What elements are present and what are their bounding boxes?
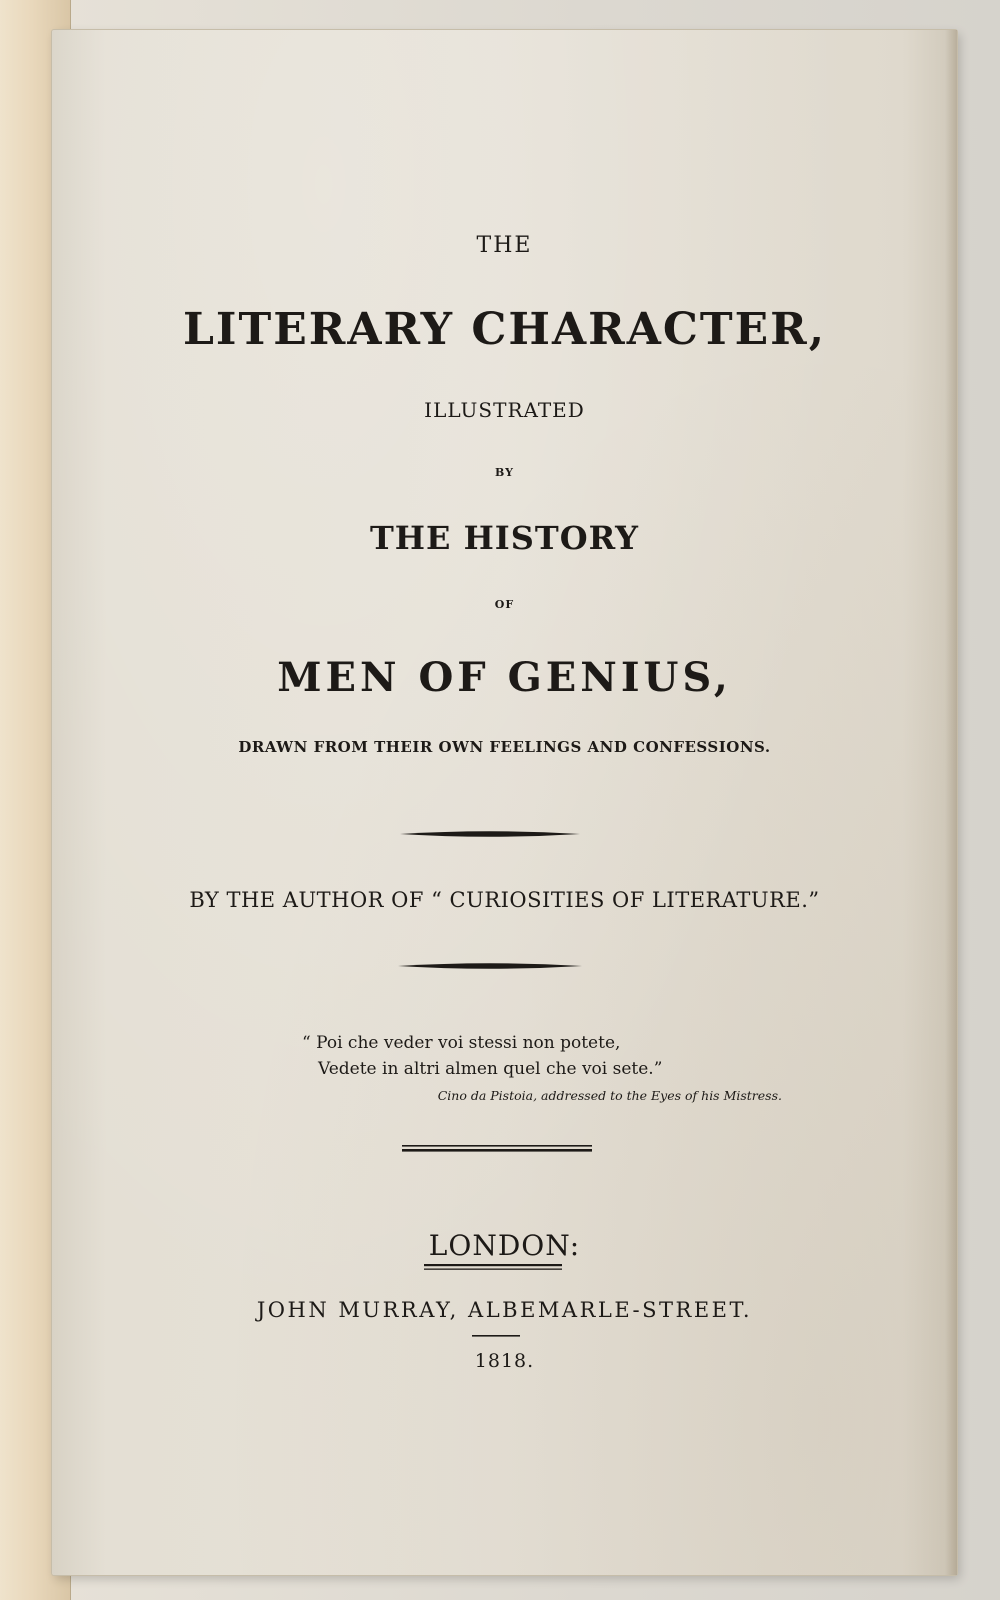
subtitle-of: OF xyxy=(494,598,515,611)
city-underline xyxy=(52,1262,957,1274)
title-page xyxy=(52,30,957,1575)
short-rule xyxy=(52,1333,957,1339)
author-attribution: BY THE AUTHOR OF “ CURIOSITIES OF LITERATURE.” xyxy=(189,888,820,912)
subtitle-the-history: THE HISTORY xyxy=(369,519,640,557)
imprint-city: LONDON: xyxy=(428,1229,581,1262)
double-rule xyxy=(52,1142,957,1156)
subtitle-men-of-genius: MEN OF GENIUS, xyxy=(277,654,732,701)
imprint-publisher: JOHN MURRAY, ALBEMARLE-STREET. xyxy=(256,1298,753,1322)
epigraph-line-1: “ Poi che veder voi stessi non potete, xyxy=(302,1033,621,1053)
epigraph-quote xyxy=(302,1030,782,1082)
epigraph-citation: Cino da Pistoia, addressed to the Eyes of his Mistress. xyxy=(437,1088,782,1103)
subtitle-by: BY xyxy=(495,466,514,479)
ornamental-rule-middle xyxy=(52,958,957,974)
imprint-year: 1818. xyxy=(474,1350,535,1372)
ornamental-rule-top xyxy=(52,826,957,842)
subtitle-illustrated: ILLUSTRATED xyxy=(424,398,585,422)
title-the: THE xyxy=(476,233,533,258)
main-title: LITERARY CHARACTER, xyxy=(182,304,827,355)
subtitle-drawn-from: DRAWN FROM THEIR OWN FEELINGS AND CONFESSIONS. xyxy=(238,738,771,756)
epigraph-line-2: Vedete in altri almen quel che voi sete.” xyxy=(318,1059,663,1079)
